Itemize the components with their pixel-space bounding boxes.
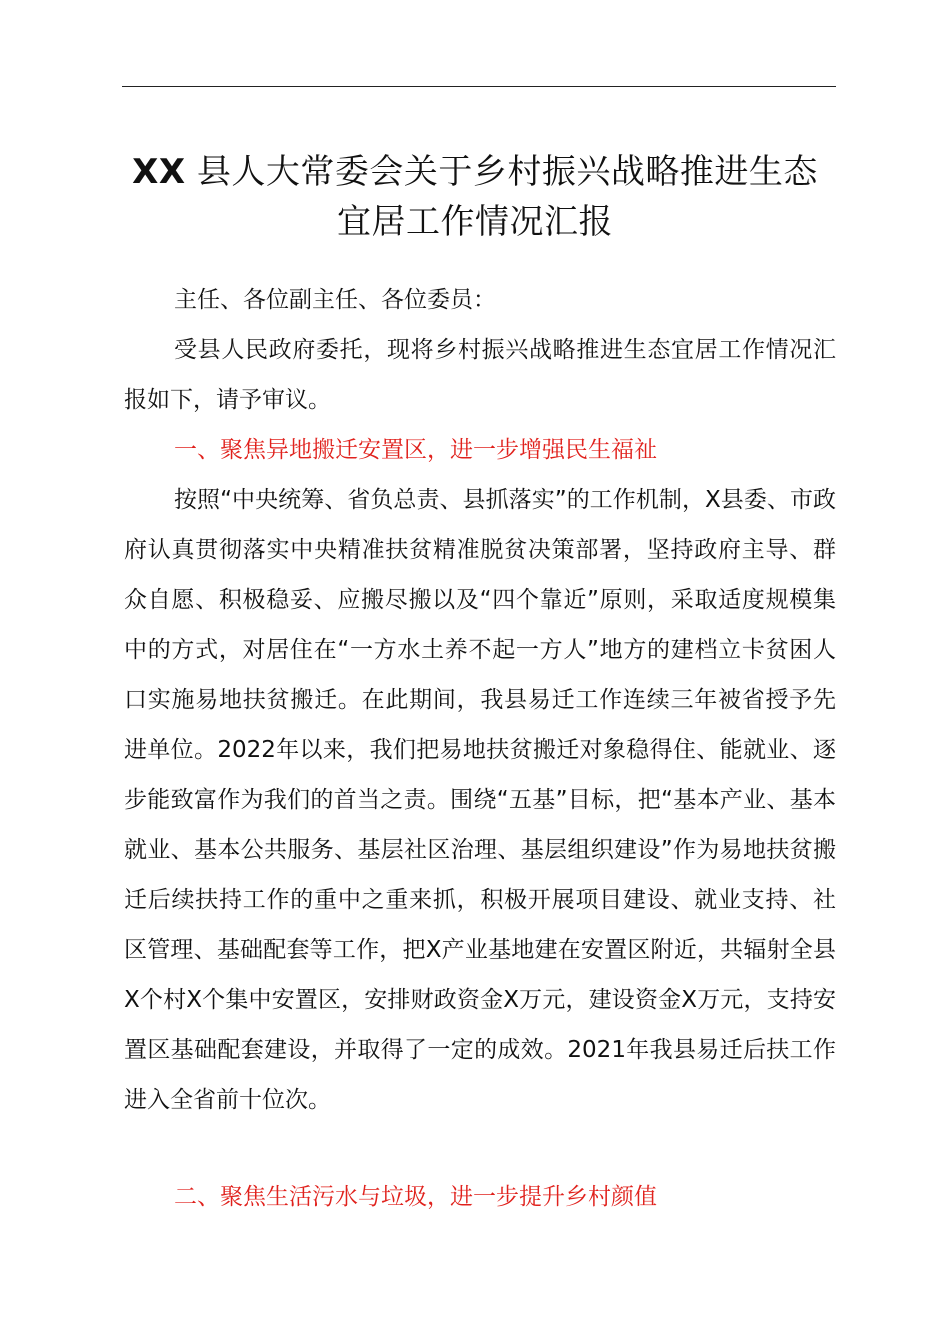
header-rule <box>122 86 836 87</box>
title-prefix: XX <box>132 152 186 192</box>
salutation: 主任、各位副主任、各位委员： <box>174 287 496 313</box>
section1-heading: 一、聚焦异地搬迁安置区，进一步增强民生福祉 <box>174 437 657 463</box>
document-title-line2: 宜居工作情况汇报 <box>337 202 613 242</box>
section2-heading: 二、聚焦生活污水与垃圾，进一步提升乡村颜值 <box>174 1184 657 1210</box>
title-line1-text: 县人大常委会关于乡村振兴战略推进生态 <box>196 152 818 192</box>
intro-paragraph: 受县人民政府委托，现将乡村振兴战略推进生态宜居工作情况汇报如下，请予审议。 <box>124 337 836 413</box>
document-title-line1 <box>100 150 850 194</box>
section1-body: 按照“中央统筹、省负总责、县抓落实”的工作机制，X县委、市政府认真贯彻落实中央精准扶贫精准脱贫决策部署，坚持政府主导、群众自愿、积极稳妥、应搬尽搬以及“四个靠近”原则，采取适度规模集中的方式，对居住在“一方水土养不起一方人”地方的建档立卡贫困人口实施易地扶贫搬迁。在此期间，我县易迁工作连续三年被省授予先进单位。2022年以来，我们把易地扶贫搬迁对象稳得住、能就业、逐步能致富作为我们的首当之责。围绕“五基”目标，把“基本产业、基本就业、基本公共服务、基层社区治理、基层组织建设”作为易地扶贫搬迁后续扶持工作的重中之重来抓，积极开展项目建设、就业支持、社区管理、基础配套等工作，把X产业基地建在安置区附近，共辐射全县X个村X个集中安置区，安排财政资金X万元，建设资金X万元，支持安置区基础配套建设，并取得了一定的成效。2021年我县易迁后扶工作进入全省前十位次。 <box>124 487 836 1113</box>
